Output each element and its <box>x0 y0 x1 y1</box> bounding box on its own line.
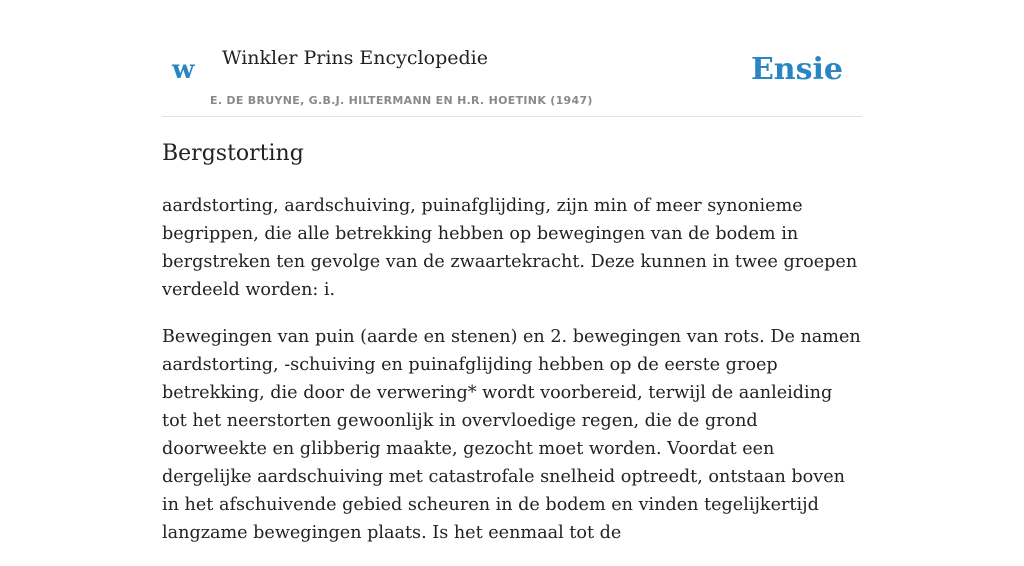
winkler-prins-logo-icon[interactable]: w <box>172 55 195 85</box>
publication-title[interactable]: Winkler Prins Encyclopedie <box>222 47 488 69</box>
ensie-logo[interactable]: Ensie <box>750 52 843 87</box>
entry-title: Bergstorting <box>162 141 304 166</box>
entry-body <box>162 192 862 566</box>
page-header <box>162 0 862 117</box>
publication-authors: E. DE BRUYNE, G.B.J. HILTERMANN EN H.R. HOETINK (1947) <box>210 94 593 107</box>
entry-paragraph: aardstorting, aardschuiving, puinafglijding, zijn min of meer synonieme begrippen, die alle betrekking hebben op bewegingen van de bodem in bergstreken ten gevolge van de zwaartekracht. Deze kunnen in twee groepen verdeeld worden: i. <box>162 196 858 300</box>
entry-paragraph: Bewegingen van puin (aarde en stenen) en 2. bewegingen van rots. De namen aardstorting, -schuiving en puinafglijding hebben op de eerste groep betrekking, die door de verwering* wordt voorbereid, terwijl de aanleiding tot het neerstorten gewoonlijk in overvloedige regen, die de grond doorweekte en glibberig maakte, gezocht moet worden. Voordat een dergelijke aardschuiving met catastrofale snelheid optreedt, ontstaan boven in het afschuivende gebied scheuren in de bodem en vinden tegelijkertijd langzame bewegingen plaats. Is het eenmaal tot de <box>162 327 861 543</box>
